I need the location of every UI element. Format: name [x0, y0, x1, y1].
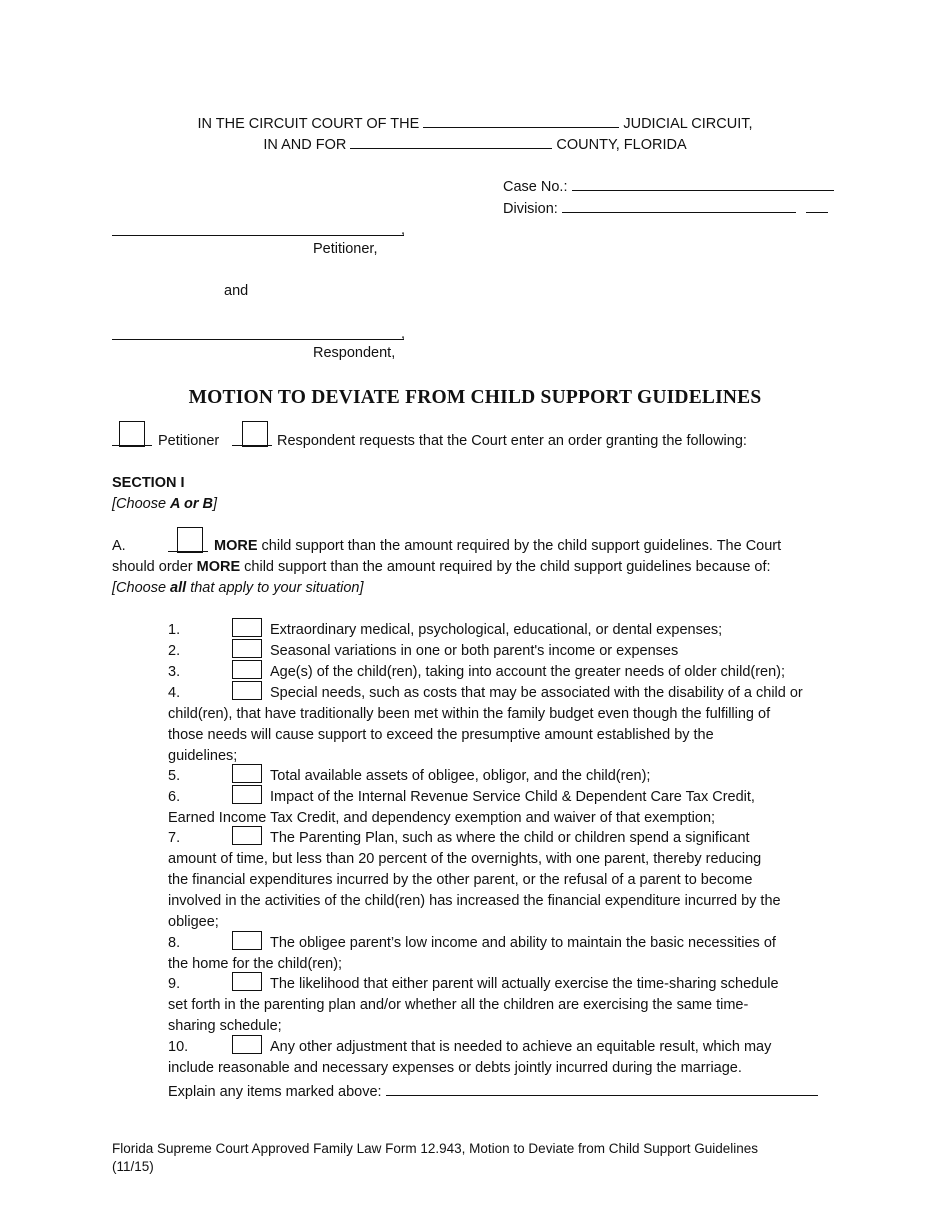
item-8-checkbox[interactable]	[232, 931, 262, 950]
item-4-text-cont: child(ren), that have traditionally been met within the family budget even though the fulfilling of	[168, 706, 771, 722]
circuit-field[interactable]	[423, 113, 619, 128]
item-number: 7.	[168, 830, 181, 846]
option-a-letter: A.	[112, 538, 126, 554]
item-number: 4.	[168, 685, 181, 701]
case-no-field[interactable]	[572, 176, 834, 191]
division-row	[503, 198, 828, 217]
item-5-checkbox[interactable]	[232, 764, 262, 783]
item-4-text-cont: guidelines;	[168, 748, 238, 764]
section-heading: SECTION I	[112, 475, 185, 491]
county-suffix: COUNTY, FLORIDA	[556, 137, 687, 153]
item-10-checkbox[interactable]	[232, 1035, 262, 1054]
option-a-instruction: [Choose all that apply to your situation]	[112, 580, 364, 596]
item-7-checkbox[interactable]	[232, 826, 262, 845]
item-number: 9.	[168, 976, 181, 992]
item-number: 3.	[168, 664, 181, 680]
case-no-row	[503, 176, 834, 195]
county-field[interactable]	[350, 134, 552, 149]
item-10-text: Any other adjustment that is needed to achieve an equitable result, which may	[270, 1039, 772, 1055]
explain-row	[168, 1081, 818, 1100]
petitioner-option-label: Petitioner	[158, 433, 220, 449]
respondent-check-underline	[232, 433, 272, 446]
item-7-text-cont: obligee;	[168, 914, 219, 930]
division-field[interactable]	[562, 198, 796, 213]
section-instruction: [Choose A or B]	[112, 496, 218, 512]
petitioner-label: Petitioner,	[313, 241, 378, 257]
item-4-text-cont: those needs will cause support to exceed the presumptive amount established by the	[168, 727, 714, 743]
item-9-text-cont: sharing schedule;	[168, 1018, 282, 1034]
item-5-text: Total available assets of obligee, obligor, and the child(ren);	[270, 768, 651, 784]
petitioner-check-underline	[112, 433, 152, 446]
respondent-label: Respondent,	[313, 345, 396, 361]
item-8-text: The obligee parent’s low income and ability to maintain the basic necessities of	[270, 935, 776, 951]
petitioner-name-field[interactable]	[112, 223, 404, 236]
explain-field[interactable]	[386, 1081, 818, 1096]
item-3-checkbox[interactable]	[232, 660, 262, 679]
item-7-text: The Parenting Plan, such as where the child or children spend a significant	[270, 830, 750, 846]
item-1-text: Extraordinary medical, psychological, educational, or dental expenses;	[270, 622, 723, 638]
item-number: 1.	[168, 622, 181, 638]
and-label: and	[224, 283, 249, 299]
item-3-text: Age(s) of the child(ren), taking into account the greater needs of older child(ren);	[270, 664, 786, 680]
item-4-text: Special needs, such as costs that may be associated with the disability of a child or	[270, 685, 803, 701]
item-7-text-cont: the financial expenditures incurred by the other parent, or the refusal of a parent to become	[168, 872, 753, 888]
item-number: 5.	[168, 768, 181, 784]
case-no-label: Case No.:	[503, 179, 568, 195]
petitioner-comma: ,	[401, 222, 406, 238]
explain-label: Explain any items marked above:	[168, 1084, 382, 1100]
footer-revision: (11/15)	[112, 1159, 154, 1174]
item-6-text-cont: Earned Income Tax Credit, and dependency exemption and waiver of that exemption;	[168, 810, 716, 826]
item-8-text-cont: the home for the child(ren);	[168, 956, 343, 972]
item-9-text: The likelihood that either parent will actually exercise the time-sharing schedule	[270, 976, 779, 992]
court-prefix: IN THE CIRCUIT COURT OF THE	[197, 116, 420, 132]
item-2-text: Seasonal variations in one or both parent's income or expenses	[270, 643, 679, 659]
request-text: Respondent requests that the Court enter an order granting the following:	[277, 433, 747, 449]
item-number: 2.	[168, 643, 181, 659]
respondent-comma: ,	[401, 326, 406, 342]
document-title: MOTION TO DEVIATE FROM CHILD SUPPORT GUIDELINES	[188, 387, 762, 408]
court-caption-line-1	[0, 113, 950, 132]
option-a-line-1: MORE child support than the amount required by the child support guidelines. The Court	[214, 538, 782, 554]
division-field-extra[interactable]	[806, 198, 828, 213]
item-9-checkbox[interactable]	[232, 972, 262, 991]
item-1-checkbox[interactable]	[232, 618, 262, 637]
item-number: 8.	[168, 935, 181, 951]
respondent-name-field[interactable]	[112, 327, 404, 340]
footer-form-id: Florida Supreme Court Approved Family Law Form 12.943, Motion to Deviate from Child Support Guidelines	[112, 1141, 759, 1156]
option-a-underline	[168, 539, 208, 552]
county-prefix: IN AND FOR	[263, 137, 347, 153]
division-label: Division:	[503, 201, 558, 217]
item-6-checkbox[interactable]	[232, 785, 262, 804]
court-suffix: JUDICIAL CIRCUIT,	[623, 116, 753, 132]
item-2-checkbox[interactable]	[232, 639, 262, 658]
option-a-line-2: should order MORE child support than the amount required by the child support guidelines because of:	[112, 559, 771, 575]
item-10-text-cont: include reasonable and necessary expenses or debts jointly incurred during the marriage.	[168, 1060, 742, 1076]
item-6-text: Impact of the Internal Revenue Service Child & Dependent Care Tax Credit,	[270, 789, 755, 805]
court-caption-line-2	[0, 134, 950, 153]
item-4-checkbox[interactable]	[232, 681, 262, 700]
item-9-text-cont: set forth in the parenting plan and/or whether all the children are exercising the same time-	[168, 997, 749, 1013]
item-number: 6.	[168, 789, 181, 805]
item-7-text-cont: involved in the activities of the child(ren) has increased the financial expenditure incurred by the	[168, 893, 781, 909]
item-number: 10.	[168, 1039, 189, 1055]
item-7-text-cont: amount of time, but less than 20 percent of the overnights, with one parent, thereby reducing	[168, 851, 762, 867]
